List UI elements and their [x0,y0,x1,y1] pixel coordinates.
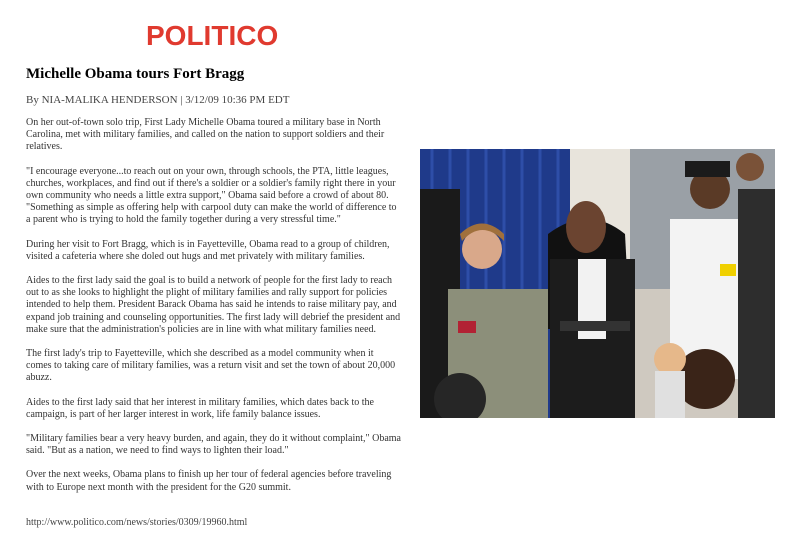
article-byline: By NIA-MALIKA HENDERSON | 3/12/09 10:36 PM EDT [26,94,290,106]
article-paragraph: Over the next weeks, Obama plans to finish up her tour of federal agencies before traveling with to Europe next month with the president for the G20 summit. [26,469,392,493]
politico-logo: POLITICO [146,20,279,51]
article-paragraph: "I encourage everyone...to reach out on your own, through schools, the PTA, little leagues, churches, workplaces, and find out if there's a soldier or a soldier's family right there in your own community who needs a little extra support," Obama said before a crowd of about 80. "Something as simple as offering help with carpool duty can make the world of difference to a parent who is trying to hold the family together during a very stressful time." [26,165,397,226]
article-body [26,117,401,506]
article-headline: Michelle Obama tours Fort Bragg [26,66,245,82]
article-paragraph: Aides to the first lady said the goal is to build a network of people for the first lady to reach out to as she looks to highlight the plight of military families and rally support for policies intended to help them. President Barack Obama has said he intends to raise military pay, and expand job training and counseling opportunities. The first lady will debrief the president and make sure that the administration's policies are in line with what military families need. [26,275,401,335]
article-paragraph: On her out-of-town solo trip, First Lady Michelle Obama toured a military base in North Carolina, met with military families, and called on the nation to support soldiers and their relatives. [26,117,385,153]
photo-illustration [420,149,775,418]
article-paragraph: Aides to the first lady said that her interest in military families, which dates back to the campaign, is part of her larger interest in work, life family balance issues. [26,396,374,420]
article-photo [420,149,775,418]
article-paragraph: The first lady's trip to Fayetteville, which she described as a model community when it comes to taking care of military families, was a return visit and set the town of about 20,000 abuzz. [26,348,396,384]
article-paragraph: "Military families bear a very heavy burden, and again, they do it without complaint," Obama said. "But as a nation, we need to find ways to lighten their load." [26,433,401,457]
article-paragraph: During her visit to Fort Bragg, which is in Fayetteville, Obama read to a group of children, visited a cafeteria where she doled out hugs and met privately with military families. [26,238,390,262]
source-url: http://www.politico.com/news/stories/0309/19960.html [26,517,248,528]
